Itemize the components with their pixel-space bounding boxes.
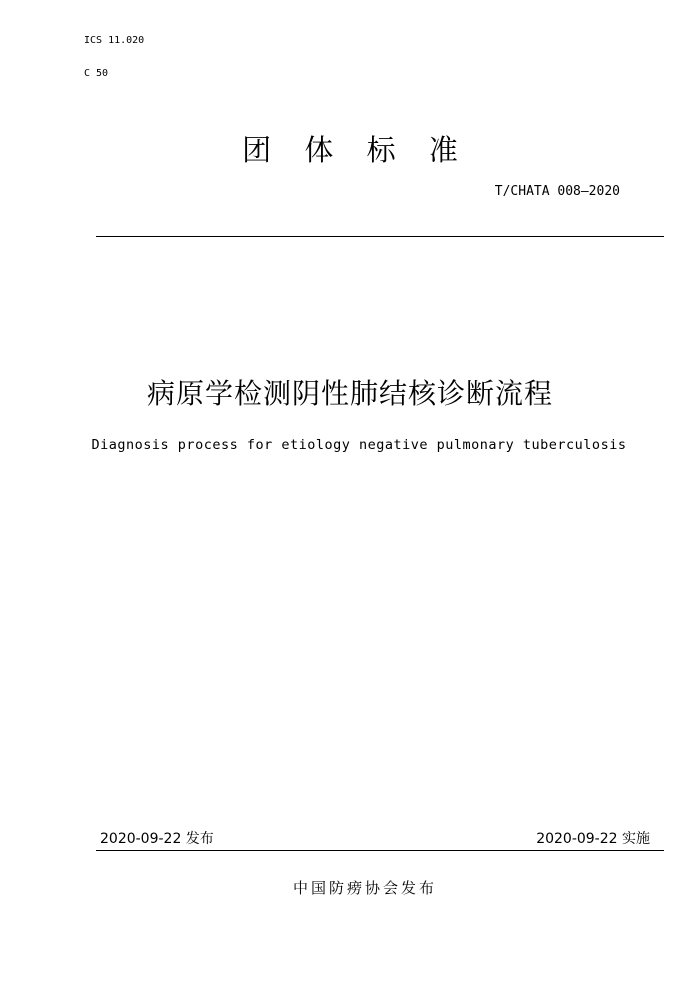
document-title-chinese: 病原学检测阴性肺结核诊断流程 xyxy=(146,377,553,410)
standard-number: T/CHATA 008—2020 xyxy=(494,184,620,199)
document-title-english: Diagnosis process for etiology negative pulmonary tuberculosis xyxy=(91,437,627,453)
implementation-date: 2020-09-22 实施 xyxy=(536,831,650,847)
standard-type-heading: 团 体 标 准 xyxy=(242,133,470,167)
top-divider xyxy=(96,236,664,237)
ccs-code: C 50 xyxy=(84,68,109,79)
publication-date: 2020-09-22 发布 xyxy=(100,831,214,847)
ics-code: ICS 11.020 xyxy=(84,35,145,46)
bottom-divider xyxy=(96,850,664,851)
publisher: 中国防痨协会发布 xyxy=(292,879,437,897)
